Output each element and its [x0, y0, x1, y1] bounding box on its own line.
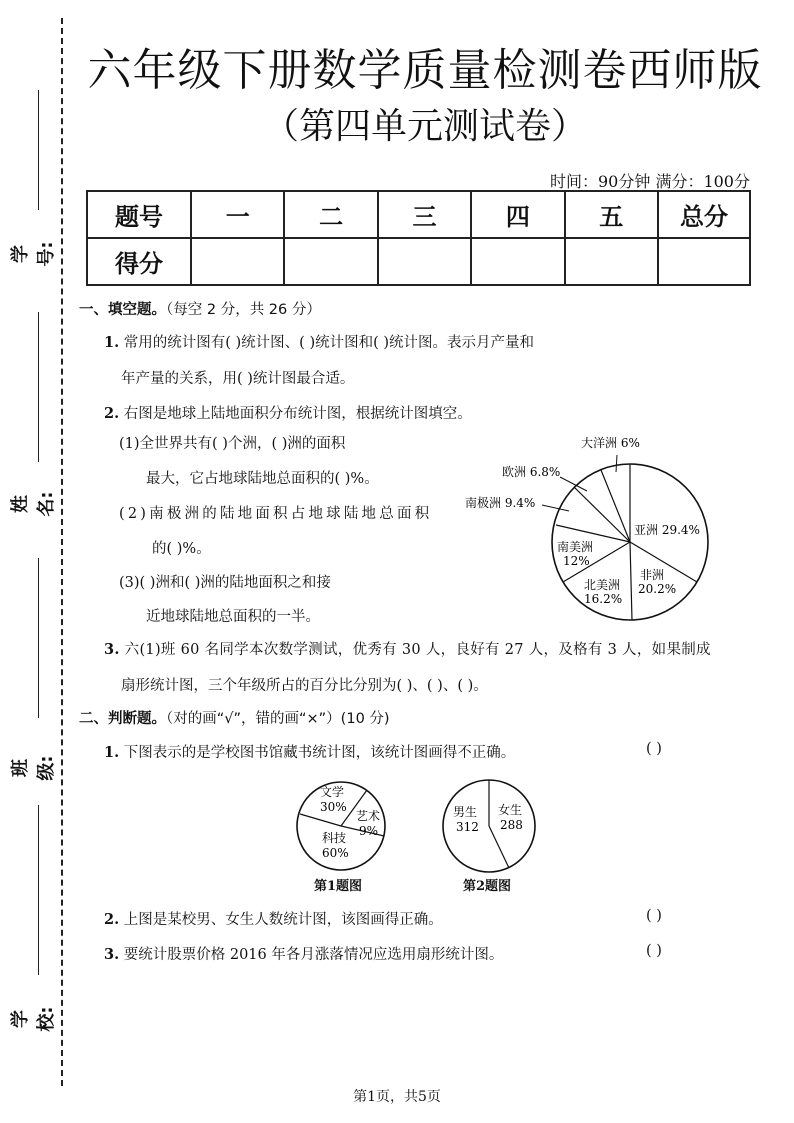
score-header-cell: 题号	[87, 191, 191, 238]
score-cell[interactable]	[565, 238, 658, 285]
name-label: 姓名:	[10, 491, 57, 517]
s2-q3-answer-paren[interactable]: ( )	[646, 943, 662, 959]
student-no-line	[38, 90, 39, 210]
score-table-header-row	[87, 191, 750, 238]
binding-dashed-line	[61, 18, 63, 1086]
score-cell[interactable]	[378, 238, 471, 285]
pie-divider-africa-na	[630, 542, 632, 620]
section2-heading	[79, 707, 390, 728]
section2-note: （对的画“√”，错的画“×”）(10 分)	[166, 711, 390, 727]
s1-q3-text1: 六(1)班 60 名同学本次数学测试，优秀有 30 人，良好有 27 人，及格有 3 人，如果制成	[124, 642, 711, 658]
section2-title: 二、判断题。	[79, 711, 166, 727]
antarctica-leader	[542, 505, 569, 511]
s2-q3-text: 要统计股票价格 2016 年各月涨落情况应选用扇形统计图。	[123, 947, 504, 963]
score-header-cell: 总分	[658, 191, 750, 238]
books-divider-1	[300, 814, 341, 826]
s1-q1-line2: 年产量的关系，用( )统计图最合适。	[121, 371, 355, 387]
s2-q3-number: 3.	[104, 946, 120, 963]
students-boys-count: 312	[456, 820, 479, 834]
s1-q2-sub2a: (2)南极洲的陆地面积占地球陆地总面积	[119, 506, 433, 522]
name-line	[38, 312, 39, 462]
label-africa: 非洲	[640, 568, 665, 582]
students-pie-caption: 第2题图	[462, 879, 512, 894]
label-south-america-pct: 12%	[563, 554, 590, 568]
s1-q2-sub3a: (3)( )洲和( )洲的陆地面积之和接	[119, 575, 331, 591]
time-info: 时间：90分钟 满分：100分	[550, 172, 750, 191]
students-boys-label: 男生	[453, 805, 478, 819]
s2-q2-number: 2.	[104, 911, 120, 928]
books-art-label: 艺术	[356, 809, 381, 823]
s1-q1-number: 1.	[104, 334, 120, 351]
page-title: 六年级下册数学质量检测卷西师版	[87, 45, 763, 96]
student-no-label: 学号:	[10, 241, 57, 267]
page-footer: 第1页，共5页	[353, 1089, 441, 1105]
students-divider-2	[489, 826, 509, 868]
label-south-america: 南美洲	[557, 540, 594, 554]
score-table-score-row	[87, 238, 750, 285]
s1-q2-sub1b: 最大，它占地球陆地总面积的( )%。	[146, 471, 379, 487]
section1-note: （每空 2 分，共 26 分）	[166, 302, 321, 318]
label-north-america: 北美洲	[584, 578, 621, 592]
label-north-america-pct: 16.2%	[584, 592, 623, 606]
s1-q1-text1: 常用的统计图有( )统计图、( )统计图和( )统计图。表示月产量和	[123, 335, 535, 351]
class-label: 班级:	[10, 755, 57, 781]
section1-heading	[79, 298, 321, 319]
s2-q2-answer-paren[interactable]: ( )	[646, 908, 662, 924]
books-pie-caption: 第1题图	[313, 879, 363, 894]
s1-q2-text1: 右图是地球上陆地面积分布统计图，根据统计图填空。	[123, 406, 472, 422]
s1-q2-sub2b: 的( )%。	[152, 541, 211, 557]
class-line	[38, 558, 39, 718]
books-pie-chart	[292, 780, 392, 872]
books-literature-pct: 30%	[320, 800, 347, 814]
s1-q3-number: 3.	[104, 641, 120, 658]
books-art-pct: 9%	[359, 824, 379, 838]
score-header-cell: 一	[191, 191, 284, 238]
s2-q3-line	[104, 943, 503, 964]
score-cell[interactable]	[658, 238, 750, 285]
s1-q3-line2: 扇形统计图，三个年级所占的百分比分别为( )、( )、( )。	[121, 678, 488, 694]
s1-q2-line1	[104, 402, 472, 423]
label-europe: 欧洲 6.8%	[502, 465, 561, 479]
books-science-pct: 60%	[322, 846, 349, 860]
score-header-cell: 二	[284, 191, 377, 238]
students-girls-label: 女生	[498, 803, 523, 817]
label-africa-pct: 20.2%	[638, 582, 677, 596]
pie-divider-antarctica-europe	[574, 487, 630, 542]
s1-q2-sub1a: (1)全世界共有( )个洲，( )洲的面积	[119, 436, 346, 452]
score-header-cell: 五	[565, 191, 658, 238]
students-girls-count: 288	[500, 818, 523, 832]
s1-q3-line1	[104, 638, 711, 659]
score-header-cell: 三	[378, 191, 471, 238]
label-asia: 亚洲 29.4%	[634, 523, 700, 537]
score-header-cell: 四	[471, 191, 564, 238]
score-table	[86, 190, 751, 286]
books-literature-label: 文学	[320, 785, 345, 799]
s1-q2-sub3b: 近地球陆地总面积的一半。	[146, 609, 320, 625]
section1-title: 一、填空题。	[79, 302, 166, 318]
school-line	[38, 805, 39, 975]
score-cell[interactable]	[471, 238, 564, 285]
page-subtitle: （第四单元测试卷）	[262, 106, 587, 147]
continents-pie-chart	[460, 425, 720, 625]
score-cell[interactable]	[191, 238, 284, 285]
s1-q2-number: 2.	[104, 405, 120, 422]
s2-q2-line	[104, 908, 443, 929]
s1-q1-line1	[104, 331, 534, 352]
s2-q1-answer-paren[interactable]: ( )	[646, 741, 662, 757]
pie-divider-europe-oceania	[601, 470, 630, 542]
students-pie-chart	[440, 778, 540, 874]
s2-q1-number: 1.	[104, 744, 120, 761]
oceania-leader	[616, 455, 617, 472]
school-label: 学校:	[10, 1006, 57, 1032]
s2-q2-text: 上图是某校男、女生人数统计图，该图画得正确。	[123, 912, 443, 928]
books-science-label: 科技	[322, 831, 347, 845]
s2-q1-line	[104, 741, 515, 762]
label-oceania: 大洋洲 6%	[581, 436, 640, 450]
score-row-label: 得分	[87, 238, 191, 285]
score-cell[interactable]	[284, 238, 377, 285]
label-antarctica: 南极洲 9.4%	[465, 496, 536, 510]
s2-q1-text: 下图表示的是学校图书馆藏书统计图，该统计图画得不正确。	[123, 745, 516, 761]
